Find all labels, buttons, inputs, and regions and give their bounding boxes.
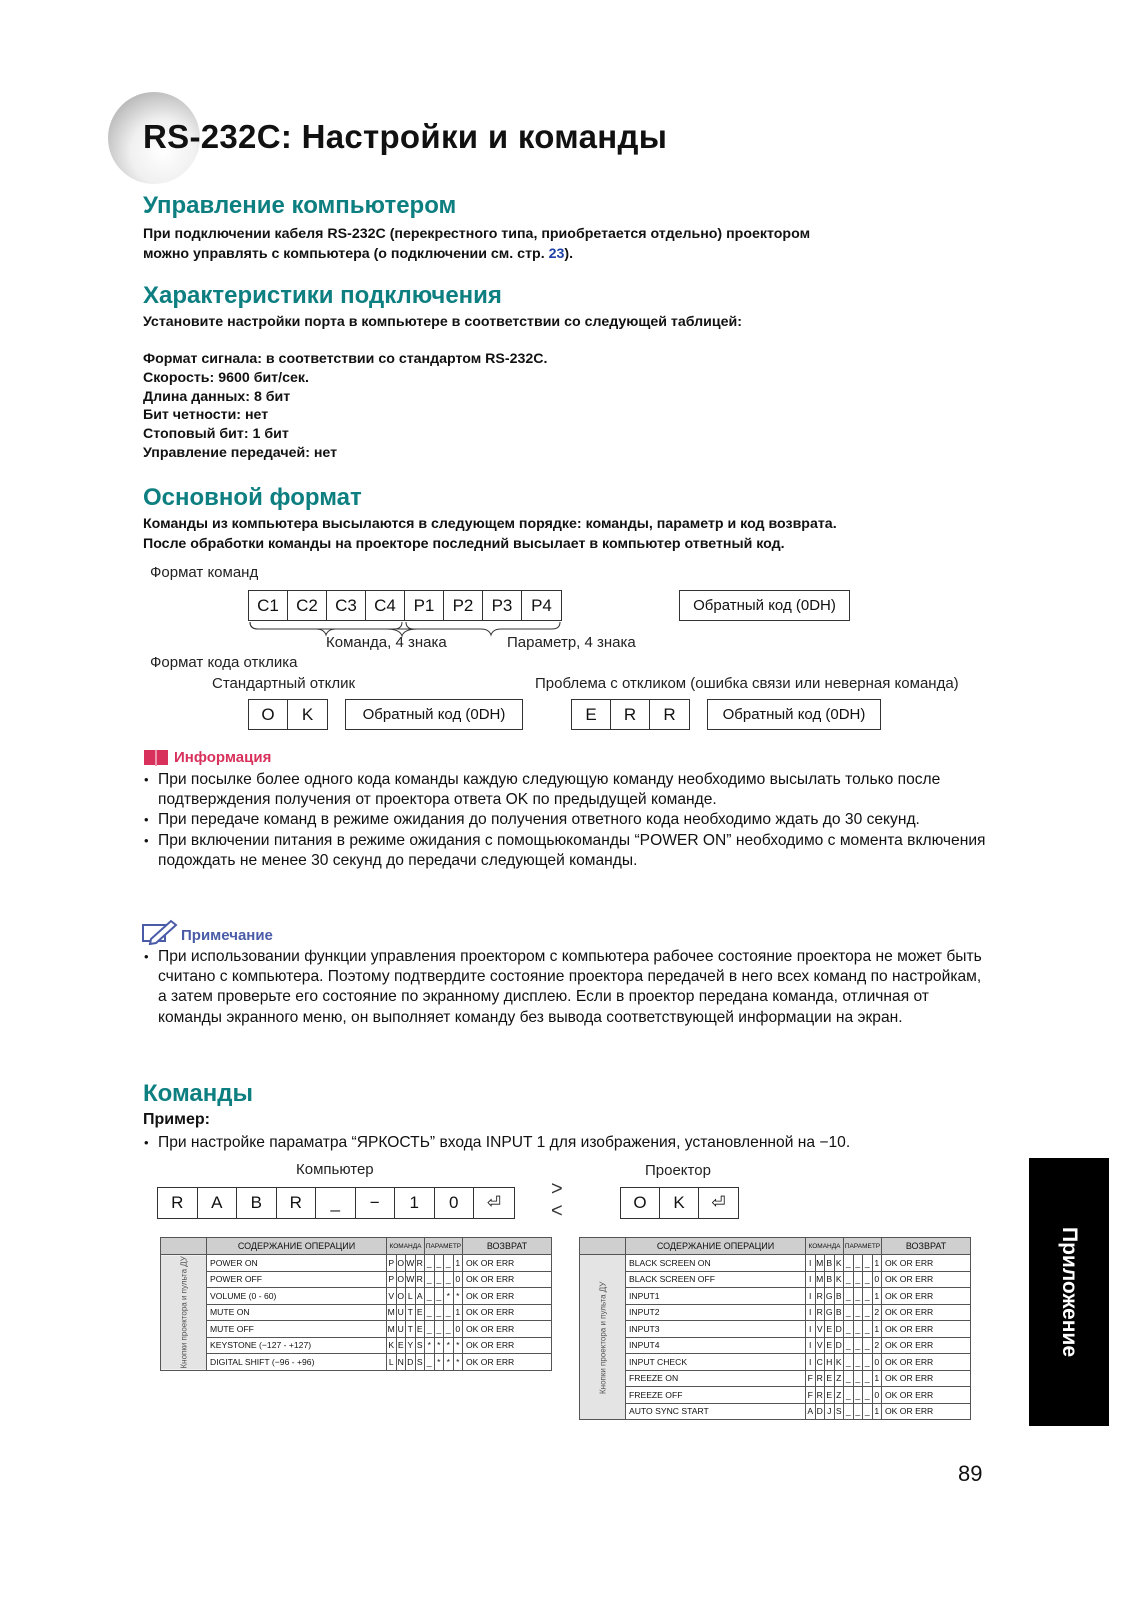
param-char-cell: 1 bbox=[872, 1288, 882, 1305]
operation-cell: POWER ON bbox=[207, 1255, 387, 1272]
param-char-cell: * bbox=[444, 1288, 454, 1305]
spec-item: Стоповый бит: 1 бит bbox=[143, 426, 289, 443]
command-char-cell: I bbox=[806, 1304, 816, 1321]
command-char-cell: Z bbox=[834, 1387, 844, 1404]
param-char-cell: _ bbox=[434, 1288, 444, 1305]
resp-cell: E bbox=[572, 700, 611, 729]
err-response-cells bbox=[571, 699, 690, 730]
command-char-cell: G bbox=[825, 1288, 835, 1305]
heading-computer-control: Управление компьютером bbox=[143, 192, 457, 219]
command-char-cell: V bbox=[815, 1321, 825, 1338]
command-char-cell: T bbox=[406, 1321, 416, 1338]
side-header-cell bbox=[580, 1238, 626, 1255]
command-char-cell: R bbox=[815, 1370, 825, 1387]
param-char-cell: _ bbox=[444, 1304, 454, 1321]
param-char-cell: 0 bbox=[872, 1387, 882, 1404]
command-char-cell: M bbox=[815, 1255, 825, 1272]
return-cell: OK OR ERR bbox=[882, 1387, 971, 1404]
param-char-cell: _ bbox=[853, 1255, 863, 1272]
example-cell: _ bbox=[316, 1188, 356, 1218]
computer-control-line2: можно управлять с компьютера (о подключении см. стр. bbox=[143, 246, 549, 262]
return-cell: OK OR ERR bbox=[882, 1337, 971, 1354]
example-cell: − bbox=[356, 1188, 396, 1218]
command-char-cell: K bbox=[834, 1354, 844, 1371]
note-list bbox=[143, 947, 993, 1028]
table-row bbox=[161, 1271, 552, 1288]
table-row bbox=[161, 1255, 552, 1272]
param-char-cell: * bbox=[444, 1337, 454, 1354]
command-char-cell: R bbox=[415, 1255, 425, 1272]
resp-cell: K bbox=[301, 704, 314, 724]
example-cell: O bbox=[621, 1188, 660, 1218]
param-char-cell: _ bbox=[844, 1288, 854, 1305]
return-cell: OK OR ERR bbox=[882, 1271, 971, 1288]
table-row bbox=[580, 1354, 971, 1371]
command-char-cell: L bbox=[406, 1288, 416, 1305]
table-row bbox=[580, 1255, 971, 1272]
table-row bbox=[580, 1321, 971, 1338]
cmd-format-label: Формат команд bbox=[150, 564, 259, 581]
param-char-cell: _ bbox=[844, 1271, 854, 1288]
command-char-cell: E bbox=[396, 1337, 406, 1354]
info-title: Информация bbox=[174, 749, 272, 766]
operation-cell: KEYSTONE (−127 - +127) bbox=[207, 1337, 387, 1354]
command-char-cell: V bbox=[387, 1288, 397, 1305]
command-char-cell: D bbox=[834, 1321, 844, 1338]
computer-label: Компьютер bbox=[296, 1161, 374, 1178]
param-cell: P3 bbox=[483, 591, 522, 620]
command-brace-label: Команда, 4 знака bbox=[326, 634, 447, 651]
table-row bbox=[580, 1288, 971, 1305]
param-char-cell: _ bbox=[425, 1288, 435, 1305]
command-char-cell: S bbox=[415, 1337, 425, 1354]
command-char-cell: O bbox=[396, 1271, 406, 1288]
param-char-cell: * bbox=[453, 1337, 463, 1354]
heading-connection-specs: Характеристики подключения bbox=[143, 282, 502, 309]
pencil-note-icon bbox=[141, 919, 179, 945]
return-cell: OK OR ERR bbox=[463, 1288, 552, 1305]
command-char-cell: U bbox=[396, 1304, 406, 1321]
param-char-cell: _ bbox=[853, 1403, 863, 1420]
op-header: СОДЕРЖАНИЕ ОПЕРАЦИИ bbox=[626, 1238, 806, 1255]
operation-cell: DIGITAL SHIFT (−96 - +96) bbox=[207, 1354, 387, 1371]
param-char-cell: _ bbox=[863, 1288, 873, 1305]
note-item: • При использовании функции управления проектором с компьютера рабочее состояние проектора не может быть считано с компьютера. Поэтому подтвердите состояние проектора передачей в него всех команд по настройкам, а затем проверьте его состояние по экранному дисплею. Если в проектор передана команда, отличная от команды экранного меню, он выполняет команду без вывода соответствующей информации на экран. bbox=[143, 947, 993, 1028]
side-label: Кнопки проектора и пульта ДУ bbox=[580, 1255, 626, 1420]
side-header-cell bbox=[161, 1238, 207, 1255]
return-cell: OK OR ERR bbox=[882, 1321, 971, 1338]
operation-cell: INPUT4 bbox=[626, 1337, 806, 1354]
return-cell: OK OR ERR bbox=[882, 1354, 971, 1371]
example-cell: R bbox=[277, 1188, 317, 1218]
command-char-cell: E bbox=[825, 1321, 835, 1338]
return-cell: OK OR ERR bbox=[882, 1255, 971, 1272]
book-icon bbox=[143, 747, 169, 767]
spec-item: Управление передачей: нет bbox=[143, 444, 338, 461]
computer-command-cells bbox=[157, 1187, 515, 1219]
command-char-cell: I bbox=[806, 1354, 816, 1371]
projector-label: Проектор bbox=[645, 1162, 711, 1179]
param-char-cell: * bbox=[434, 1354, 444, 1371]
table-row bbox=[161, 1288, 552, 1305]
connection-intro: Установите настройки порта в компьютере в соответствии со следующей таблицей: bbox=[143, 314, 742, 330]
return-cell: OK OR ERR bbox=[463, 1304, 552, 1321]
command-char-cell: T bbox=[406, 1304, 416, 1321]
command-char-cell: I bbox=[806, 1271, 816, 1288]
cmd-header: КОМАНДА bbox=[806, 1238, 844, 1255]
ret-header: ВОЗВРАТ bbox=[463, 1238, 552, 1255]
command-char-cell: R bbox=[415, 1271, 425, 1288]
param-cell: P1 bbox=[405, 591, 444, 620]
param-char-cell: _ bbox=[863, 1271, 873, 1288]
example-cell: A bbox=[198, 1188, 238, 1218]
command-char-cell: E bbox=[825, 1370, 835, 1387]
computer-control-line2-end: ). bbox=[564, 246, 574, 262]
param-char-cell: 1 bbox=[872, 1403, 882, 1420]
param-char-cell: _ bbox=[434, 1321, 444, 1338]
command-char-cell: E bbox=[825, 1337, 835, 1354]
param-char-cell: _ bbox=[425, 1354, 435, 1371]
param-char-cell: _ bbox=[425, 1321, 435, 1338]
info-item: • При включении питания в режиме ожидания с помощьюкоманды “POWER ON” необходимо с момента включения подождать не менее 30 секунд до передачи следующей команды. bbox=[143, 831, 993, 871]
return-cell: OK OR ERR bbox=[463, 1271, 552, 1288]
param-char-cell: 0 bbox=[872, 1354, 882, 1371]
command-char-cell: Z bbox=[834, 1370, 844, 1387]
operation-cell: VOLUME (0 - 60) bbox=[207, 1288, 387, 1305]
heading-basic-format: Основной формат bbox=[143, 484, 362, 511]
param-char-cell: _ bbox=[863, 1387, 873, 1404]
ok-return-code-box: Обратный код (0DH) bbox=[345, 699, 523, 730]
spec-item: Скорость: 9600 бит/сек. bbox=[143, 369, 309, 386]
command-char-cell: F bbox=[806, 1387, 816, 1404]
command-char-cell: D bbox=[815, 1403, 825, 1420]
command-char-cell: J bbox=[825, 1403, 835, 1420]
enter-key-icon: ⏎ bbox=[711, 1193, 726, 1212]
table-row bbox=[580, 1271, 971, 1288]
param-char-cell: * bbox=[444, 1354, 454, 1371]
return-cell: OK OR ERR bbox=[463, 1337, 552, 1354]
command-char-cell: U bbox=[396, 1321, 406, 1338]
page-title: RS-232C: Настройки и команды bbox=[143, 118, 668, 155]
enter-key-icon: ⏎ bbox=[486, 1193, 502, 1212]
param-char-cell: * bbox=[453, 1288, 463, 1305]
basic-format-line2: После обработки команды на проекторе последний высылает в компьютер ответный код. bbox=[143, 536, 785, 552]
operation-cell: INPUT CHECK bbox=[626, 1354, 806, 1371]
spec-item: Длина данных: 8 бит bbox=[143, 388, 291, 405]
param-char-cell: _ bbox=[853, 1370, 863, 1387]
param-char-cell: * bbox=[453, 1354, 463, 1371]
param-char-cell: _ bbox=[425, 1255, 435, 1272]
error-response-label: Проблема с откликом (ошибка связи или неверная команда) bbox=[535, 675, 959, 692]
param-char-cell: _ bbox=[863, 1304, 873, 1321]
computer-control-text bbox=[143, 224, 1023, 264]
command-char-cell: E bbox=[825, 1387, 835, 1404]
command-char-cell: B bbox=[834, 1288, 844, 1305]
command-char-cell: B bbox=[834, 1304, 844, 1321]
operation-cell: MUTE OFF bbox=[207, 1321, 387, 1338]
command-char-cell: G bbox=[825, 1304, 835, 1321]
cmd-cell: C3 bbox=[327, 591, 366, 620]
param-char-cell: 1 bbox=[872, 1255, 882, 1272]
param-char-cell: _ bbox=[863, 1337, 873, 1354]
return-cell: OK OR ERR bbox=[882, 1370, 971, 1387]
command-char-cell: B bbox=[825, 1255, 835, 1272]
table-row bbox=[161, 1337, 552, 1354]
param-char-cell: 0 bbox=[453, 1271, 463, 1288]
table-row bbox=[580, 1387, 971, 1404]
command-char-cell: F bbox=[806, 1370, 816, 1387]
command-char-cell: K bbox=[387, 1337, 397, 1354]
example-label: Пример: bbox=[143, 1111, 210, 1128]
return-cell: OK OR ERR bbox=[882, 1288, 971, 1305]
command-char-cell: H bbox=[825, 1354, 835, 1371]
command-table-left bbox=[160, 1237, 552, 1371]
param-char-cell: _ bbox=[853, 1337, 863, 1354]
param-char-cell: _ bbox=[425, 1271, 435, 1288]
command-char-cell: S bbox=[834, 1403, 844, 1420]
projector-response-cells bbox=[620, 1187, 739, 1219]
table-row bbox=[161, 1321, 552, 1338]
info-item: • При посылке более одного кода команды каждую следующую команду необходимо высылать только после подтверждения получения от проектора ответа OK по предыдущей команде. bbox=[143, 770, 993, 810]
return-cell: OK OR ERR bbox=[463, 1255, 552, 1272]
heading-commands: Команды bbox=[143, 1080, 254, 1107]
command-char-cell: I bbox=[806, 1255, 816, 1272]
param-char-cell: _ bbox=[844, 1403, 854, 1420]
response-format-label: Формат кода отклика bbox=[150, 654, 298, 671]
err-return-code-box: Обратный код (0DH) bbox=[707, 699, 881, 730]
return-cell: OK OR ERR bbox=[463, 1354, 552, 1371]
basic-format-line1: Команды из компьютера высылаются в следующем порядке: команды, параметр и код возврата. bbox=[143, 516, 837, 532]
command-char-cell: R bbox=[815, 1387, 825, 1404]
command-char-cell: B bbox=[825, 1271, 835, 1288]
operation-cell: BLACK SCREEN ON bbox=[626, 1255, 806, 1272]
operation-cell: FREEZE ON bbox=[626, 1370, 806, 1387]
command-char-cell: R bbox=[815, 1304, 825, 1321]
parameter-brace-label: Параметр, 4 знака bbox=[507, 634, 636, 651]
appendix-side-tab bbox=[1029, 1158, 1109, 1426]
exchange-arrows: > < bbox=[551, 1178, 563, 1222]
return-code-box: Обратный код (0DH) bbox=[679, 590, 850, 621]
info-item: • При передаче команд в режиме ожидания до получения ответного кода необходимо ждать до 30 секунд. bbox=[143, 810, 993, 830]
operation-cell: INPUT3 bbox=[626, 1321, 806, 1338]
example-cell: B bbox=[237, 1188, 277, 1218]
resp-cell: R bbox=[663, 704, 676, 724]
command-table-right bbox=[579, 1237, 971, 1420]
info-list bbox=[143, 770, 993, 871]
example-cell: K bbox=[660, 1188, 699, 1218]
param-char-cell: * bbox=[425, 1337, 435, 1354]
spec-item: Бит четности: нет bbox=[143, 407, 269, 424]
param-char-cell: _ bbox=[434, 1304, 444, 1321]
table-row bbox=[580, 1403, 971, 1420]
appendix-side-tab-label: Приложение bbox=[1058, 1226, 1081, 1358]
operation-cell: BLACK SCREEN OFF bbox=[626, 1271, 806, 1288]
page-number: 89 bbox=[958, 1461, 983, 1486]
return-cell: OK OR ERR bbox=[882, 1304, 971, 1321]
command-char-cell: L bbox=[387, 1354, 397, 1371]
spec-list bbox=[143, 350, 547, 463]
param-char-cell: _ bbox=[425, 1304, 435, 1321]
command-char-cell: P bbox=[387, 1255, 397, 1272]
param-char-cell: _ bbox=[844, 1354, 854, 1371]
command-char-cell: M bbox=[815, 1271, 825, 1288]
param-char-cell: _ bbox=[863, 1321, 873, 1338]
cmd-header: КОМАНДА bbox=[387, 1238, 425, 1255]
command-char-cell: V bbox=[815, 1337, 825, 1354]
standard-response-label: Стандартный отклик bbox=[212, 675, 356, 692]
param-char-cell: _ bbox=[444, 1255, 454, 1272]
example-cell: R bbox=[158, 1188, 198, 1218]
table-row bbox=[580, 1337, 971, 1354]
command-char-cell: O bbox=[396, 1255, 406, 1272]
command-char-cell: K bbox=[834, 1255, 844, 1272]
param-char-cell: _ bbox=[434, 1255, 444, 1272]
command-char-cell: M bbox=[387, 1321, 397, 1338]
command-char-cell: D bbox=[834, 1337, 844, 1354]
return-cell: OK OR ERR bbox=[463, 1321, 552, 1338]
param-char-cell: _ bbox=[844, 1387, 854, 1404]
command-char-cell: M bbox=[387, 1304, 397, 1321]
operation-cell: MUTE ON bbox=[207, 1304, 387, 1321]
ok-response-cells bbox=[248, 699, 328, 730]
command-char-cell: S bbox=[415, 1354, 425, 1371]
side-label: Кнопки проектора и пульта ДУ bbox=[161, 1255, 207, 1371]
command-char-cell: C bbox=[815, 1354, 825, 1371]
command-char-cell: A bbox=[806, 1403, 816, 1420]
operation-cell: AUTO SYNC START bbox=[626, 1403, 806, 1420]
page-link-23[interactable]: 23 bbox=[548, 246, 565, 262]
param-char-cell: _ bbox=[853, 1271, 863, 1288]
param-char-cell: _ bbox=[844, 1321, 854, 1338]
cmd-cell: C2 bbox=[288, 591, 327, 620]
command-char-cell: I bbox=[806, 1288, 816, 1305]
ret-header: ВОЗВРАТ bbox=[882, 1238, 971, 1255]
table-row bbox=[161, 1304, 552, 1321]
example-cell: 1 bbox=[395, 1188, 435, 1218]
op-header: СОДЕРЖАНИЕ ОПЕРАЦИИ bbox=[207, 1238, 387, 1255]
command-char-cell: W bbox=[406, 1255, 416, 1272]
param-char-cell: 0 bbox=[872, 1271, 882, 1288]
param-char-cell: _ bbox=[444, 1271, 454, 1288]
command-char-cell: K bbox=[834, 1271, 844, 1288]
param-char-cell: _ bbox=[853, 1321, 863, 1338]
command-char-cell: O bbox=[396, 1288, 406, 1305]
param-char-cell: _ bbox=[853, 1387, 863, 1404]
command-char-cell: I bbox=[806, 1321, 816, 1338]
param-char-cell: _ bbox=[853, 1354, 863, 1371]
param-char-cell: 2 bbox=[872, 1304, 882, 1321]
cmd-format-cells bbox=[248, 590, 562, 621]
operation-cell: FREEZE OFF bbox=[626, 1387, 806, 1404]
param-char-cell: _ bbox=[863, 1354, 873, 1371]
operation-cell: INPUT2 bbox=[626, 1304, 806, 1321]
param-char-cell: 1 bbox=[453, 1255, 463, 1272]
param-char-cell: _ bbox=[863, 1403, 873, 1420]
example-cell: 0 bbox=[435, 1188, 475, 1218]
param-header: ПАРАМЕТР bbox=[844, 1238, 882, 1255]
note-title: Примечание bbox=[181, 927, 273, 944]
param-char-cell: 1 bbox=[872, 1321, 882, 1338]
command-char-cell: W bbox=[406, 1271, 416, 1288]
param-char-cell: 0 bbox=[453, 1321, 463, 1338]
cmd-cell: C4 bbox=[366, 591, 405, 620]
command-char-cell: R bbox=[815, 1288, 825, 1305]
command-char-cell: P bbox=[387, 1271, 397, 1288]
command-char-cell: A bbox=[415, 1288, 425, 1305]
resp-cell: O bbox=[249, 700, 288, 729]
param-char-cell: _ bbox=[444, 1321, 454, 1338]
table-row bbox=[580, 1370, 971, 1387]
example-item: • При настройке параматра “ЯРКОСТЬ” входа INPUT 1 для изображения, установленной на −10. bbox=[143, 1133, 993, 1153]
param-char-cell: _ bbox=[844, 1255, 854, 1272]
param-char-cell: _ bbox=[434, 1271, 444, 1288]
spec-item: Формат сигнала: в соответствии со стандартом RS-232C. bbox=[143, 351, 548, 367]
param-char-cell: 2 bbox=[872, 1337, 882, 1354]
operation-cell: INPUT1 bbox=[626, 1288, 806, 1305]
param-header: ПАРАМЕТР bbox=[425, 1238, 463, 1255]
command-char-cell: D bbox=[406, 1354, 416, 1371]
param-char-cell: 1 bbox=[453, 1304, 463, 1321]
param-char-cell: _ bbox=[863, 1370, 873, 1387]
resp-cell: R bbox=[611, 700, 650, 729]
param-char-cell: _ bbox=[844, 1304, 854, 1321]
basic-format-text bbox=[143, 514, 837, 554]
param-char-cell: _ bbox=[863, 1255, 873, 1272]
command-char-cell: E bbox=[415, 1304, 425, 1321]
operation-cell: POWER OFF bbox=[207, 1271, 387, 1288]
command-char-cell: N bbox=[396, 1354, 406, 1371]
command-char-cell: I bbox=[806, 1337, 816, 1354]
cmd-cell: C1 bbox=[249, 591, 288, 620]
param-char-cell: _ bbox=[844, 1337, 854, 1354]
table-row bbox=[580, 1304, 971, 1321]
param-char-cell: _ bbox=[844, 1370, 854, 1387]
param-cell: P4 bbox=[531, 595, 552, 615]
table-row bbox=[161, 1354, 552, 1371]
param-char-cell: 1 bbox=[872, 1370, 882, 1387]
command-char-cell: E bbox=[415, 1321, 425, 1338]
param-char-cell: _ bbox=[853, 1288, 863, 1305]
command-char-cell: Y bbox=[406, 1337, 416, 1354]
param-cell: P2 bbox=[444, 591, 483, 620]
computer-control-line1: При подключении кабеля RS-232C (перекрестного типа, приобретается отдельно) проектором bbox=[143, 226, 811, 242]
param-char-cell: _ bbox=[853, 1304, 863, 1321]
return-cell: OK OR ERR bbox=[882, 1403, 971, 1420]
example-list bbox=[143, 1133, 993, 1153]
param-char-cell: * bbox=[434, 1337, 444, 1354]
